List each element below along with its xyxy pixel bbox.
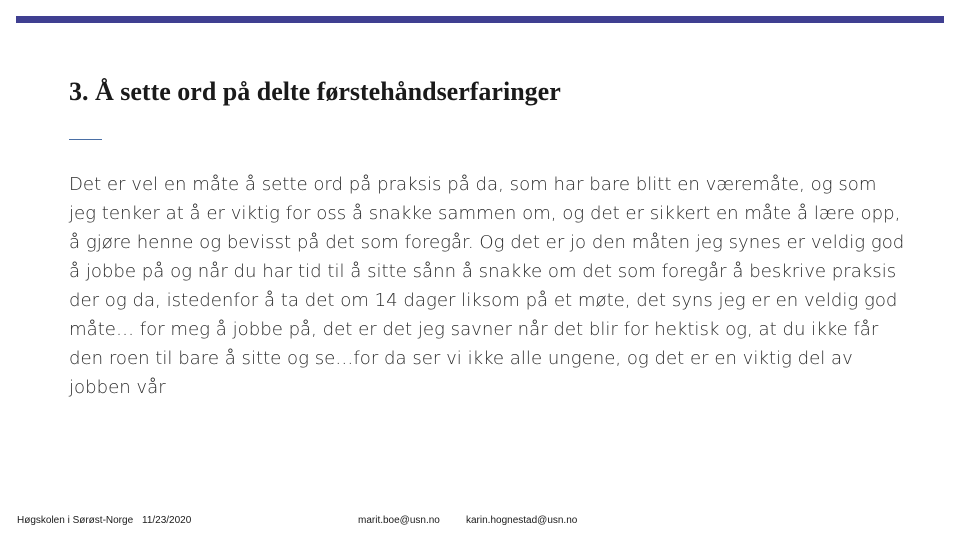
- footer-organization: Høgskolen i Sørøst-Norge: [17, 515, 134, 526]
- slide-body-text: Det er vel en måte å sette ord på praksis på da, som har bare blitt en væremåte, og som jeg tenker at å er viktig for oss å snakke sammen om, og det er sikkert en måte å lære opp, å gjøre henne og bevisst på det som foregår. Og det er jo den måten jeg synes er veldig god å jobbe på og når du har tid til å sitte sånn å snakke om det som foregår å beskrive praksis der og da, istedenfor å ta det om 14 dager liksom på et møte, det syns jeg er en veldig god måte… for meg å jobbe på, det er det jeg savner når det blir for hektisk og, at du ikke får den roen til bare å sitte og se…for da ser vi ikke alle ungene, og det er en viktig del av jobben vår: [69, 174, 905, 398]
- title-underline: [69, 139, 102, 140]
- footer-email-marit: marit.boe@usn.no: [358, 515, 440, 526]
- top-accent-bar: [16, 16, 944, 23]
- footer-date: 11/23/2020: [142, 515, 192, 526]
- slide-title: 3. Å sette ord på delte førstehåndserfaringer: [69, 77, 561, 106]
- footer-email-karin: karin.hognestad@usn.no: [466, 515, 578, 526]
